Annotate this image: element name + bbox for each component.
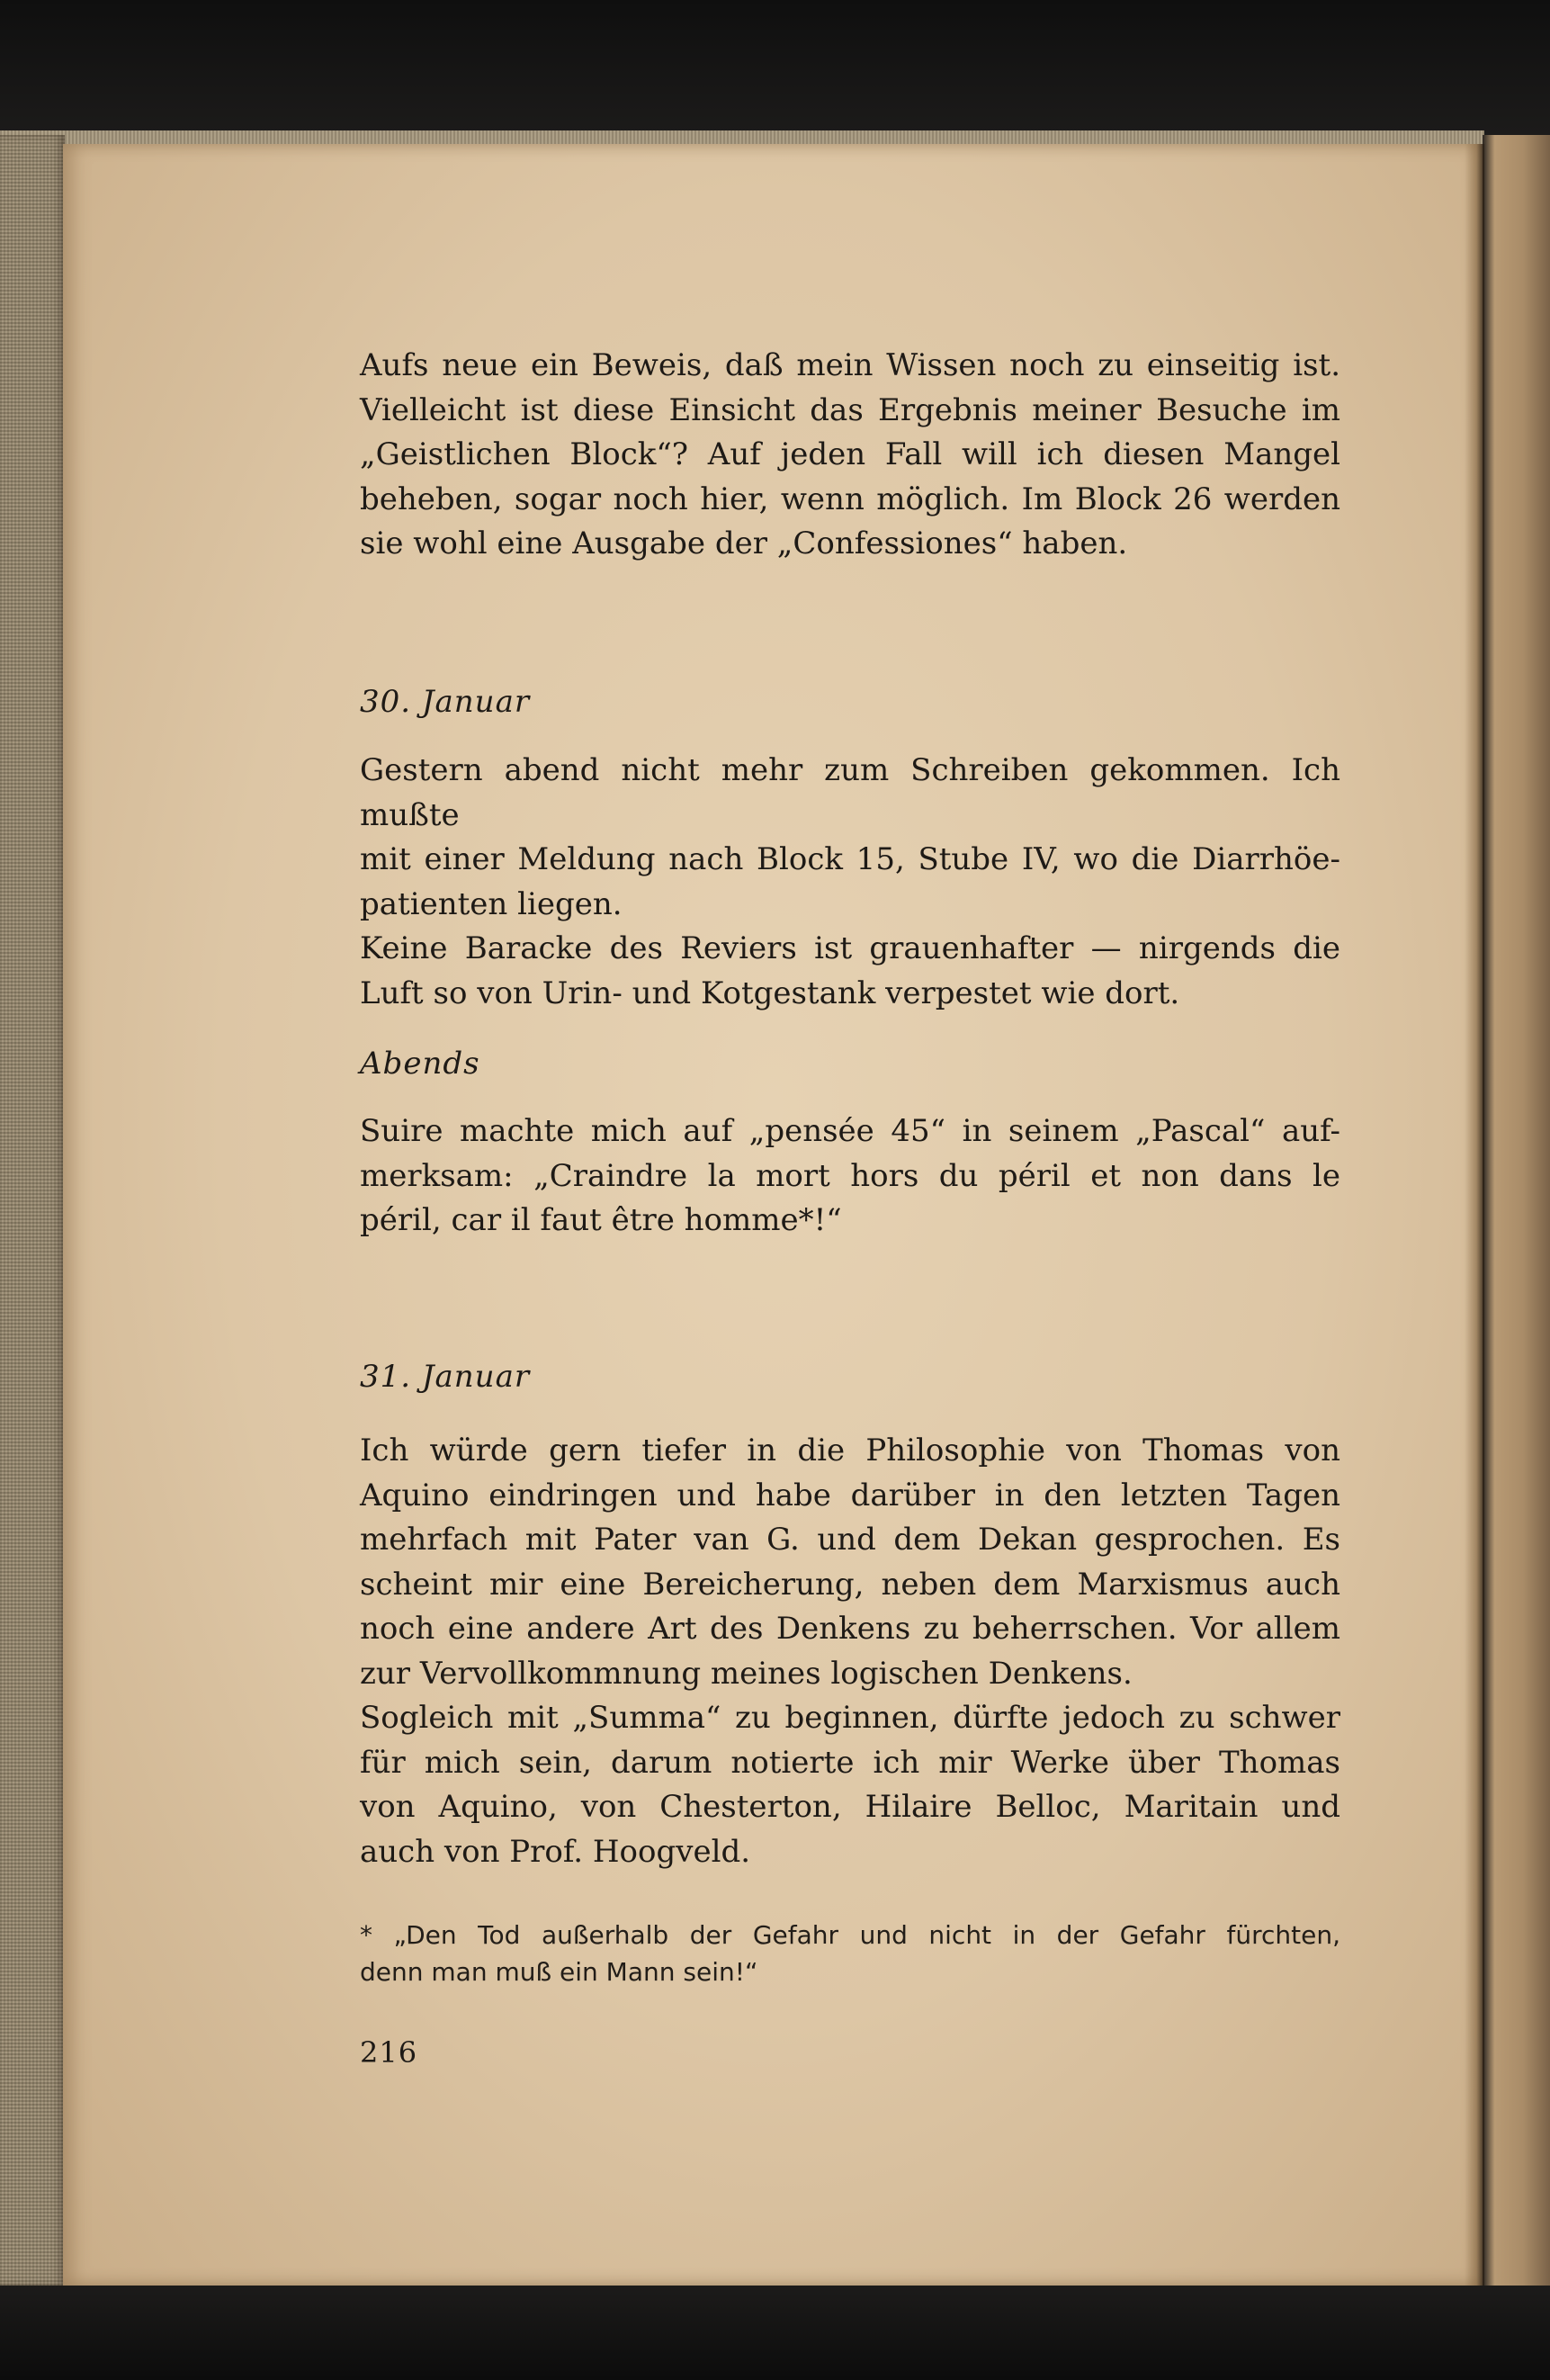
text-line: noch eine andere Art des Denkens zu beherrschen. Vor allem	[360, 1611, 1340, 1647]
entry-30-januar-body	[360, 749, 1340, 1016]
intro-paragraph	[360, 344, 1340, 567]
text-line: Gestern abend nicht mehr zum Schreiben gekommen. Ich mußte	[360, 752, 1340, 833]
entry-abends-body	[360, 1109, 1340, 1244]
text-line: patienten liegen.	[360, 885, 623, 922]
footnote	[360, 1917, 1340, 1990]
text-line: beheben, sogar noch hier, wenn möglich. Im Block 26 werden	[360, 480, 1340, 517]
text-line: sie wohl eine Ausgabe der „Confessiones“ haben.	[360, 525, 1128, 561]
text-line: für mich sein, darum notierte ich mir Werke über Thomas	[360, 1744, 1340, 1781]
text-line: péril, car il faut être homme*!“	[360, 1202, 842, 1238]
text-line: „Geistlichen Block“? Auf jeden Fall will ich diesen Mangel	[360, 436, 1340, 472]
background-bottom	[0, 2286, 1550, 2380]
text-line: Sogleich mit „Summa“ zu beginnen, dürfte jedoch zu schwer	[360, 1700, 1340, 1736]
text-line: auch von Prof. Hoogveld.	[360, 1833, 751, 1870]
text-line: Vielleicht ist diese Einsicht das Ergebnis meiner Besuche im	[360, 391, 1340, 428]
footnote-line: denn man muß ein Mann sein!“	[360, 1957, 758, 1987]
adjacent-page-edge	[1483, 135, 1550, 2286]
background-top	[0, 0, 1550, 135]
footnote-line: * „Den Tod außerhalb der Gefahr und nicht in der Gefahr fürchten,	[360, 1920, 1340, 1950]
page-gutter-shadow	[1465, 144, 1484, 2286]
entry-31-januar-body	[360, 1429, 1340, 1874]
text-line: scheint mir eine Bereicherung, neben dem Marxismus auch	[360, 1566, 1340, 1603]
entry-heading-30-januar: 30. Januar	[360, 684, 531, 720]
entry-heading-abends: Abends	[360, 1046, 480, 1082]
text-line: Ich würde gern tiefer in die Philosophie von Thomas von	[360, 1432, 1340, 1468]
text-line: Luft so von Urin- und Kotgestank verpestet wie dort.	[360, 974, 1180, 1011]
text-line: Aquino eindringen und habe darüber in den letzten Tagen	[360, 1477, 1340, 1513]
text-line: Aufs neue ein Beweis, daß mein Wissen noch zu einseitig ist.	[360, 347, 1340, 383]
text-line: von Aquino, von Chesterton, Hilaire Belloc, Maritain und	[360, 1789, 1340, 1825]
text-line: Keine Baracke des Reviers ist grauenhafter — nirgends die	[360, 930, 1340, 966]
text-line: Suire machte mich auf „pensée 45“ in seinem „Pascal“ auf-	[360, 1113, 1340, 1149]
text-line: merksam: „Craindre la mort hors du péril et non dans le	[360, 1157, 1340, 1194]
text-line: mit einer Meldung nach Block 15, Stube IV, wo die Diarrhöe-	[360, 841, 1340, 877]
book-cover-edge-left	[0, 135, 65, 2286]
page-number: 216	[360, 2035, 418, 2070]
entry-heading-31-januar: 31. Januar	[360, 1359, 531, 1395]
text-line: mehrfach mit Pater van G. und dem Dekan gesprochen. Es	[360, 1522, 1340, 1558]
text-line: zur Vervollkommnung meines logischen Denkens.	[360, 1655, 1133, 1692]
